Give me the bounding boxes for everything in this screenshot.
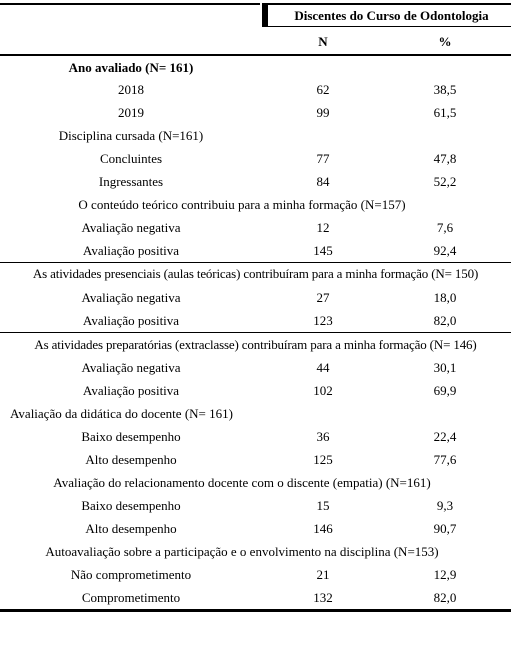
header-bottom-rule — [0, 54, 511, 56]
section-divider — [0, 332, 511, 333]
row-pct: 90,7 — [433, 521, 457, 536]
row-label: Avaliação positiva — [82, 313, 180, 328]
row-n: 62 — [316, 82, 330, 97]
row-n: 145 — [313, 243, 333, 258]
bottom-rule — [0, 609, 511, 612]
section-label: Autoavaliação sobre a participação e o envolvimento na disciplina (N=153) — [45, 544, 439, 559]
col-header-pct: % — [438, 34, 452, 49]
row-label: Comprometimento — [81, 590, 181, 605]
row-label: 2018 — [118, 82, 144, 97]
top-rule-left — [0, 3, 260, 5]
row-n: 36 — [316, 429, 330, 444]
header-mid-rule — [262, 26, 511, 27]
row-n: 77 — [316, 151, 330, 166]
row-pct: 22,4 — [433, 429, 457, 444]
row-label: Baixo desempenho — [81, 498, 181, 513]
row-label: Não comprometimento — [70, 567, 192, 582]
row-pct: 30,1 — [433, 360, 457, 375]
row-pct: 69,9 — [433, 383, 457, 398]
row-pct: 82,0 — [433, 313, 457, 328]
section-label: Avaliação do relacionamento docente com o discente (empatia) (N=161) — [53, 475, 431, 490]
row-pct: 38,5 — [433, 82, 457, 97]
row-label: Avaliação negativa — [81, 220, 181, 235]
row-label: 2019 — [118, 105, 144, 120]
group-header: Discentes do Curso de Odontologia — [294, 8, 489, 23]
row-label: Avaliação negativa — [81, 360, 181, 375]
row-pct: 82,0 — [433, 590, 457, 605]
header-left-bar — [262, 3, 268, 27]
row-pct: 47,8 — [433, 151, 457, 166]
row-n: 146 — [313, 521, 333, 536]
section-label: Disciplina cursada (N=161) — [58, 128, 204, 143]
row-label: Avaliação negativa — [81, 290, 181, 305]
row-pct: 61,5 — [433, 105, 457, 120]
section-label: As atividades presenciais (aulas teóricas) contribuíram para a minha formação (N= 150) — [32, 266, 479, 281]
row-n: 12 — [316, 220, 330, 235]
top-rule — [262, 3, 511, 5]
row-n: 15 — [316, 498, 330, 513]
row-pct: 7,6 — [436, 220, 454, 235]
row-label: Concluintes — [99, 151, 163, 166]
row-n: 44 — [316, 360, 330, 375]
row-n: 123 — [313, 313, 333, 328]
row-pct: 18,0 — [433, 290, 457, 305]
row-pct: 92,4 — [433, 243, 457, 258]
row-label: Avaliação positiva — [82, 243, 180, 258]
section-label: Ano avaliado (N= 161) — [68, 60, 194, 75]
row-label: Alto desempenho — [85, 521, 177, 536]
row-label: Ingressantes — [98, 174, 164, 189]
row-n: 84 — [316, 174, 330, 189]
row-label: Avaliação positiva — [82, 383, 180, 398]
row-pct: 9,3 — [436, 498, 454, 513]
row-n: 99 — [316, 105, 330, 120]
row-pct: 77,6 — [433, 452, 457, 467]
section-label: Avaliação da didática do docente (N= 161) — [10, 406, 233, 421]
row-label: Alto desempenho — [85, 452, 177, 467]
row-n: 132 — [313, 590, 333, 605]
section-divider — [0, 262, 511, 263]
row-n: 21 — [316, 567, 330, 582]
row-label: Baixo desempenho — [81, 429, 181, 444]
row-pct: 12,9 — [433, 567, 457, 582]
row-n: 102 — [313, 383, 333, 398]
row-pct: 52,2 — [433, 174, 457, 189]
col-header-n: N — [318, 34, 328, 49]
row-n: 27 — [316, 290, 330, 305]
section-label: O conteúdo teórico contribuiu para a minha formação (N=157) — [78, 197, 406, 212]
section-label: As atividades preparatórias (extraclasse) contribuíram para a minha formação (N= 146) — [34, 337, 477, 352]
row-n: 125 — [313, 452, 333, 467]
